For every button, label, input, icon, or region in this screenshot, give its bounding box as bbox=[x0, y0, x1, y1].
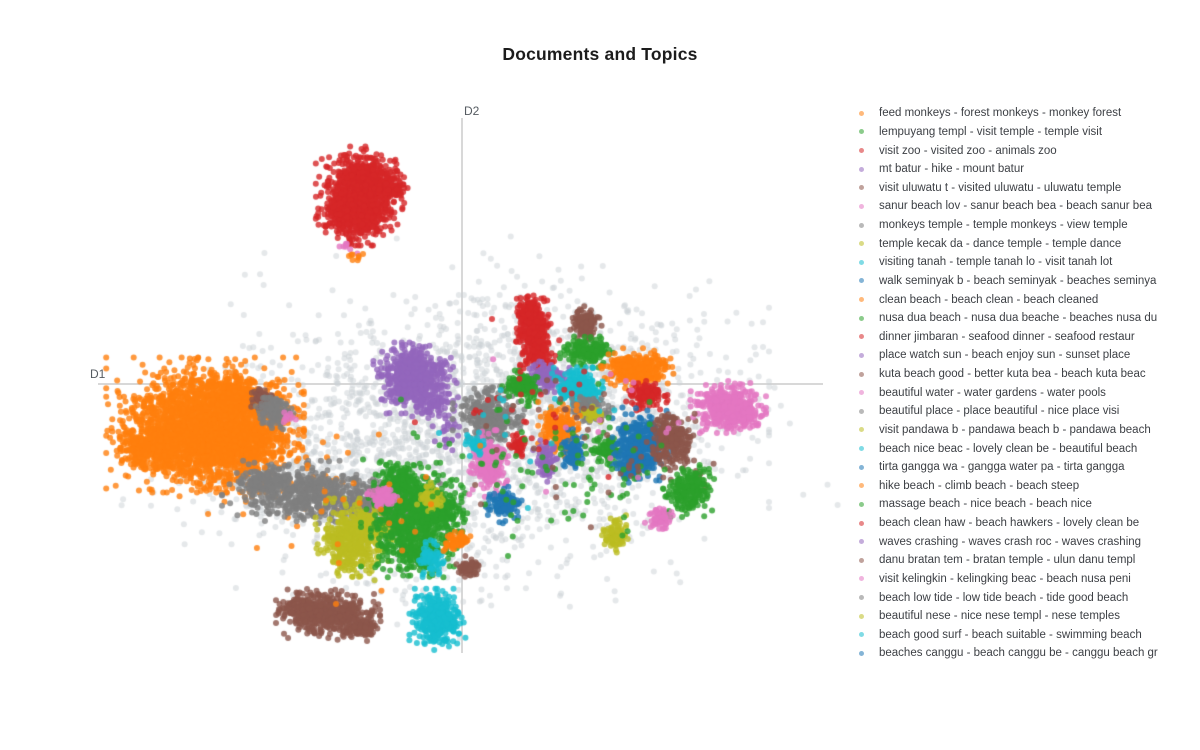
legend-item-label: beach nice beac - lovely clean be - beautiful beach bbox=[879, 442, 1138, 455]
legend-item-label: beautiful place - place beautiful - nice place visi bbox=[879, 405, 1120, 418]
legend-marker-icon bbox=[859, 576, 864, 581]
y-axis-label: D2 bbox=[464, 104, 480, 118]
legend-item[interactable] bbox=[850, 477, 1195, 496]
legend-item-label: tirta gangga wa - gangga water pa - tirta gangga bbox=[879, 461, 1125, 474]
legend-item-label: visit kelingkin - kelingking beac - beach nusa peni bbox=[879, 572, 1131, 585]
legend-item-label: temple kecak da - dance temple - temple dance bbox=[879, 237, 1122, 250]
legend-item[interactable] bbox=[850, 495, 1195, 514]
legend-item[interactable] bbox=[850, 346, 1195, 365]
legend-item[interactable] bbox=[850, 383, 1195, 402]
legend-marker-icon bbox=[859, 372, 864, 377]
legend-marker-icon bbox=[859, 465, 864, 470]
legend-marker-icon bbox=[859, 446, 864, 451]
legend-item-label: beautiful water - water gardens - water pools bbox=[879, 386, 1106, 399]
legend-item[interactable] bbox=[850, 160, 1195, 179]
legend-item-label: feed monkeys - forest monkeys - monkey forest bbox=[879, 107, 1122, 120]
legend-item[interactable] bbox=[850, 309, 1195, 328]
legend-marker-icon bbox=[859, 111, 864, 116]
legend-item-label: waves crashing - waves crash roc - waves crashing bbox=[879, 535, 1142, 548]
legend bbox=[850, 104, 1195, 668]
legend-marker-icon bbox=[859, 297, 864, 302]
legend-marker-icon bbox=[859, 185, 864, 190]
legend-item[interactable] bbox=[850, 272, 1195, 291]
legend-marker-icon bbox=[859, 409, 864, 414]
legend-item-label: beach clean haw - beach hawkers - lovely clean be bbox=[879, 517, 1140, 530]
legend-item-label: mt batur - hike - mount batur bbox=[879, 163, 1025, 176]
legend-marker-icon bbox=[859, 204, 864, 209]
legend-item[interactable] bbox=[850, 290, 1195, 309]
legend-item[interactable] bbox=[850, 439, 1195, 458]
legend-marker-icon bbox=[859, 502, 864, 507]
legend-item[interactable] bbox=[850, 626, 1195, 645]
legend-item[interactable] bbox=[850, 234, 1195, 253]
legend-item[interactable] bbox=[850, 365, 1195, 384]
legend-marker-icon bbox=[859, 260, 864, 265]
legend-item-label: visit zoo - visited zoo - animals zoo bbox=[879, 144, 1057, 157]
legend-item[interactable] bbox=[850, 570, 1195, 589]
legend-item[interactable] bbox=[850, 458, 1195, 477]
legend-marker-icon bbox=[859, 521, 864, 526]
legend-marker-icon bbox=[859, 539, 864, 544]
legend-item[interactable] bbox=[850, 123, 1195, 142]
legend-item-label: beach good surf - beach suitable - swimming beach bbox=[879, 628, 1142, 641]
legend-item[interactable] bbox=[850, 532, 1195, 551]
legend-item-label: dinner jimbaran - seafood dinner - seafood restaur bbox=[879, 330, 1135, 343]
legend-marker-icon bbox=[859, 167, 864, 172]
legend-item-label: monkeys temple - temple monkeys - view temple bbox=[879, 219, 1128, 232]
legend-marker-icon bbox=[859, 390, 864, 395]
legend-item-label: beautiful nese - nice nese templ - nese temples bbox=[879, 610, 1120, 623]
legend-marker-icon bbox=[859, 316, 864, 321]
legend-marker-icon bbox=[859, 483, 864, 488]
legend-item-label: massage beach - nice beach - beach nice bbox=[879, 498, 1092, 511]
legend-item-label: walk seminyak b - beach seminyak - beaches seminya bbox=[879, 274, 1157, 287]
legend-item[interactable] bbox=[850, 104, 1195, 123]
legend-item-label: danu bratan tem - bratan temple - ulun danu templ bbox=[879, 554, 1136, 567]
legend-marker-icon bbox=[859, 129, 864, 134]
legend-marker-icon bbox=[859, 278, 864, 283]
legend-marker-icon bbox=[859, 632, 864, 637]
legend-item-label: beaches canggu - beach canggu be - canggu beach gr bbox=[879, 647, 1158, 660]
legend-item[interactable] bbox=[850, 141, 1195, 160]
legend-item[interactable] bbox=[850, 421, 1195, 440]
legend-item-label: sanur beach lov - sanur beach bea - beach sanur bea bbox=[879, 200, 1152, 213]
legend-item-label: place watch sun - beach enjoy sun - sunset place bbox=[879, 349, 1131, 362]
legend-item[interactable] bbox=[850, 402, 1195, 421]
legend-item[interactable] bbox=[850, 197, 1195, 216]
legend-item-label: visiting tanah - temple tanah lo - visit tanah lot bbox=[879, 256, 1113, 269]
legend-item[interactable] bbox=[850, 216, 1195, 235]
legend-marker-icon bbox=[859, 651, 864, 656]
legend-item-label: beach low tide - low tide beach - tide good beach bbox=[879, 591, 1129, 604]
legend-item-label: kuta beach good - better kuta bea - beach kuta beac bbox=[879, 368, 1146, 381]
legend-marker-icon bbox=[859, 427, 864, 432]
legend-item[interactable] bbox=[850, 607, 1195, 626]
legend-marker-icon bbox=[859, 558, 864, 563]
legend-item-label: visit pandawa b - pandawa beach b - pandawa beach bbox=[879, 423, 1151, 436]
legend-marker-icon bbox=[859, 353, 864, 358]
legend-item-label: nusa dua beach - nusa dua beache - beaches nusa du bbox=[879, 312, 1158, 325]
legend-marker-icon bbox=[859, 241, 864, 246]
legend-item[interactable] bbox=[850, 588, 1195, 607]
legend-item[interactable] bbox=[850, 551, 1195, 570]
legend-item-label: hike beach - climb beach - beach steep bbox=[879, 479, 1080, 492]
legend-item-label: clean beach - beach clean - beach cleaned bbox=[879, 293, 1099, 306]
legend-item-label: lempuyang templ - visit temple - temple visit bbox=[879, 125, 1103, 138]
legend-item[interactable] bbox=[850, 644, 1195, 663]
legend-marker-icon bbox=[859, 148, 864, 153]
legend-item-label: visit uluwatu t - visited uluwatu - uluwatu temple bbox=[879, 181, 1122, 194]
legend-item[interactable] bbox=[850, 253, 1195, 272]
legend-marker-icon bbox=[859, 614, 864, 619]
legend-item[interactable] bbox=[850, 179, 1195, 198]
legend-marker-icon bbox=[859, 223, 864, 228]
legend-marker-icon bbox=[859, 595, 864, 600]
legend-marker-icon bbox=[859, 334, 864, 339]
legend-item[interactable] bbox=[850, 514, 1195, 533]
x-axis-label: D1 bbox=[90, 367, 106, 381]
legend-item[interactable] bbox=[850, 328, 1195, 347]
